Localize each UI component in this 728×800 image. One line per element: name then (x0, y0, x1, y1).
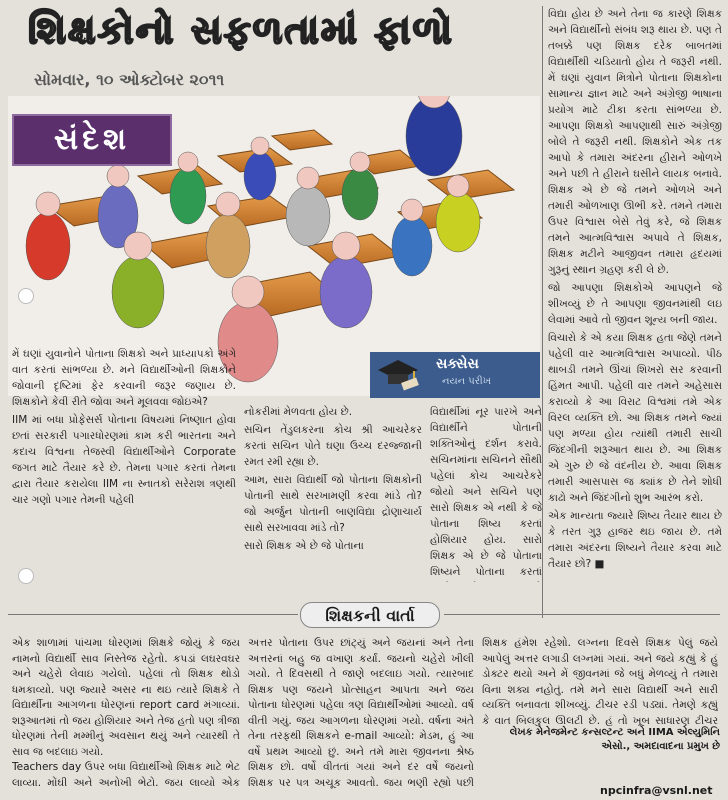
author-byline: લેખક મેનેજમેન્ટ કન્સલ્ટન્ટ અને IIMA એલ્યુમિનિ એસો., અમદાવાદના પ્રમુખ છે (509, 727, 720, 752)
graduation-cap-icon (376, 356, 420, 392)
headline: શિક્ષકોનો સફળતામાં ફાળો (28, 7, 454, 52)
success-column-tag (370, 352, 540, 398)
paragraph: મેં ઘણાં યુવાનોને પોતાના શિક્ષકો અને પ્રાધ્યાપકો અંગે વાત કરતાં સાંભળ્યા છે. મને વિદ્યાર્થીઓની શિક્ષકોને જોવાની દૃષ્ટિમાં ફેર કરવાની જરૂર જણાય છે. શિક્ષકોને કેવી રીતે જોવા અને મૂલવવા જોઇએ? (12, 348, 236, 408)
article-column-3 (430, 404, 542, 582)
paragraph: જો આપણા શિક્ષકોએ આપણને જે શીખવ્યું છે તે આપણા જીવનમાંથી લઇ લેવામાં આવે તો જીવન શૂન્ય બની જાય. (548, 282, 722, 326)
dateline: સોમવાર, ૧૦ ઓક્ટોબર ૨૦૧૧ (34, 70, 225, 89)
story-column-1 (12, 636, 240, 790)
paragraph: વિચારો કે એ કયા શિક્ષક હતા જેણે તમને પહેલી વાર આત્મવિશ્વાસ અપાવ્યો. પીઠ થાબડી તમને ઊંચાં શિખરો સર કરવાની હિંમત આપી. પહેલી વાર તમને અહેસાસ કરાવ્યો કે આ વિરાટ વિશ્વમાં તમે એક વિરલ વ્યક્તિ છો. આ શિક્ષક તમને જ્યાં પણ મળ્યા હોય ત્યાંથી તમારી સાચી જિંદગીની શરૂઆત થાય છે. આ શિક્ષક એ ગુરુ છે જે વંદનીય છે. આવા શિક્ષક તમારી આસપાસ જ ક્યાંક છે તેને શોધી કાઢો અને જિંદગીનો શુભ આરંભ કરો. (548, 332, 722, 504)
paragraph: આમ, સારા વિદ્યાર્થી જો પોતાના શિક્ષકોની પોતાની સાથે સરખામણી કરવા માંડે તો? જો અર્જુન પોતાની બાણવિદ્યા દ્રોણાચાર્ય સાથે સરખાવવા માંડે તો? (244, 474, 422, 534)
section-divider (8, 614, 298, 615)
masthead-logo: સંદેશ (12, 114, 172, 166)
paragraph: એક માન્યતા જ્યારે શિષ્ય તૈયાર થાય છે કે તરત ગુરૂ હાજર થઇ જાય છે. તમે તમારા અંદરના શિષ્યને તૈયાર કરવા માટે તૈયાર છો? ■ (548, 510, 722, 570)
paragraph: વિદ્યાર્થીમાં નૂર પારખે અને વિદ્યાર્થીને પોતાની શક્તિઓનું દર્શન કરાવે. સચિનમાંના સચિનને સૌથી પહેલાં કોચ આચરેકરે જોયો અને સચિને પણ સારો શિક્ષક એ નથી કે જે પોતાના શિષ્ય કરતાં હોશિયાર હોય. સારો શિક્ષક એ છે જે પોતાના શિષ્યને પોતાના કરતાં (430, 406, 542, 578)
paragraph: Teachers day ઉપર બધા વિદ્યાર્થીઓ શિક્ષક માટે ભેટ લાવ્યા. મોંઘી અને અનોખી ભેટો. જય લાવ્યો એક (12, 761, 240, 789)
paragraph: શિક્ષક હંમેશ રહેશો. લગ્નના દિવસે શિક્ષક પેલું જયે આપેલું અત્તર લગાડી લગ્નમાં ગયાં. અને જયે કહ્યું કે હું ડોક્ટર થયો અને મેં જીવનમાં જે બધું મેળવ્યું તે તમારા વિના શક્ય નહોતું. તમે મને સારા વિદ્યાર્થી અને સારી વ્યક્તિ બનાવતા શીખવ્યું. ટીચર રડી પડ્યાં. તેમણે કહ્યું કે વાત બિલકુલ ઊલટી છે. હું તો ખૂબ સાધારણ ટીચર (482, 637, 718, 726)
paragraph: નોકરીમાં મેળવતા હોય છે. (244, 406, 353, 418)
story-column-2 (248, 636, 474, 790)
section-divider (444, 614, 720, 615)
paragraph: અત્તર પોતાના ઉપર છાંટ્યું અને જયનાં અને તેના અત્તરનાં બહુ જ વખાણ કર્યાં. જયનો ચહેરો ખીલી ગયો. તે દિવસથી તે જાણે બદલાઇ ગયો. ત્યારબાદ શિક્ષક પણ જયને પ્રોત્સાહન આપતા અને જય પોતાના ધોરણમાં પહેલા ત્રણ વિદ્યાર્થીઓમાં આવ્યો. વર્ષ વીતી ગયું. જય આગળના ધોરણમાં ગયો. વર્ષના અંતે તેના તરફથી શિક્ષકને e-mail આવ્યો: મેડમ, હું આ વર્ષે પ્રથમ આવ્યો છું. અને તમે મારા જીવનના શ્રેષ્ઠ શિક્ષક છો. વર્ષો વીતતાં ગયાં અને દર વર્ષે જયનો શિક્ષક પર પત્ર અચૂક આવતો. જય ભણી રહ્યો પછી (248, 637, 474, 789)
punch-hole (18, 288, 34, 304)
article-column-right (548, 6, 722, 618)
author-name: નયન પરીખ (442, 376, 492, 387)
paragraph: IIM માં બધા પ્રોફેસર્સ પોતાના વિષયમાં નિષ્ણાત હોવા છતાં સરકારી પગારધોરણમાં કામ કરી ભારતના અને કદાચ વિશ્વના તેજસ્વી વિદ્યાર્થીઓને Corporate જગત માટે તૈયાર કરે છે. તેમના પગાર કરતાં તેમના દ્વારા તૈયાર કરાયેલા IIM ના સ્નાતકો સરેરાશ ત્રણથી ચાર ગણો પગાર તેમની પહેલી (12, 414, 236, 506)
story-column-3 (482, 636, 718, 726)
story-section-title: શિક્ષકની વાર્તા (300, 602, 440, 628)
paragraph: સારો શિક્ષક એ છે જે પોતાના (244, 540, 364, 552)
author-email: npcinfra@vsnl.net (600, 784, 713, 797)
article-column-2 (244, 404, 422, 582)
paragraph: સચિન તેંડુલકરના કોચ શ્રી આચરેકર કરતાં સચિન પોતે ઘણા ઉચ્ચ દરજ્જાની રમત રમી રહ્યા છે. (244, 424, 422, 468)
column-divider (542, 6, 543, 618)
column-label: સક્સેસ (436, 356, 479, 372)
paragraph: એક શાળામાં પાંચમા ધોરણમાં શિક્ષકે જોયું કે જય નામનો વિદ્યાર્થી સાવ નિસ્તેજ રહેતો. કપડાં લઘરવઘર અને ચહેરો લેવાઇ ગયેલો. પહેલાં તો શિક્ષક થોડો ધમકાવ્યો. પણ જ્યારે અસર ના થઇ ત્યારે શિક્ષકે તે વિદ્યાર્થીના આગળના ધોરણનાં report card મંગાવ્યાં. શરૂઆતમાં તો જય હોશિયાર અને તેજ હતો પણ ત્રીજા ધોરણમાં તેની મમ્મીનું અવસાન થયું અને ત્યારથી તે સાવ જ બદલાઇ ગયો. (12, 637, 240, 758)
paragraph: વિદ્યા હોય છે અને તેના જ કારણે શિક્ષક અને વિદ્યાર્થીનો સંબંધ શરૂ થાય છે. પણ તે તબક્કે પણ શિક્ષક દરેક બાબતમાં વિદ્યાર્થીથી ચડિયાતો હોય તે જરૂરી નથી. મેં ઘણાં યુવાન મિત્રોને પોતાના શિક્ષકોના સામાન્ય જ્ઞાન માટે અને અંગ્રેજી ભાષાના પ્રયોગ માટે ટીકા કરતા સાંભળ્યા છે. આપણા શિક્ષકો આપણાથી સારું અંગ્રેજી બોલે તે જરૂરી નથી. શિક્ષકોને એક તક આપો કે તમારા અંદરના હીરાને ઓળખે અને પછી તે હીરાને ઘસીને લાયક બનાવે. શિક્ષક એ છે જે તમને ઓળખે અને તમારી ઓળખાણ ઊભી કરે. તમને તમારા ઉપર વિશ્વાસ બેસે તેવું કરે, જે શિક્ષક તમને આત્મવિશ્વાસ અપાવે તે શિક્ષક, શિક્ષક મટીને આજીવન તમારા હૃદયમાં ગુરૂનું સ્થાન ગ્રહણ કરી લે છે. (548, 8, 722, 276)
article-column-1 (12, 346, 236, 582)
